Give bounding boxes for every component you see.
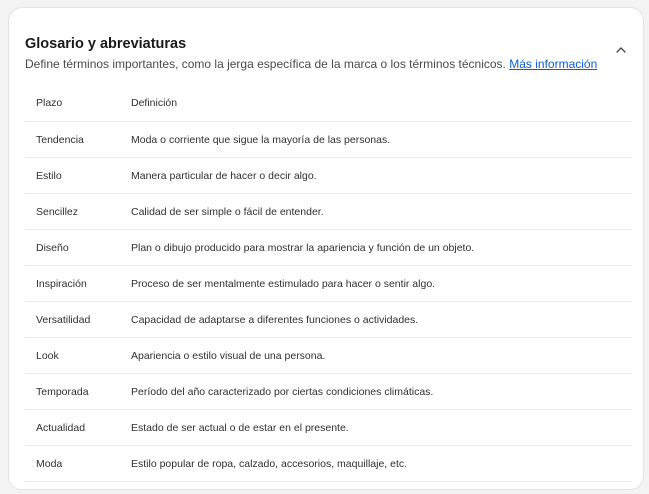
definition-cell: Estilo popular de ropa, calzado, accesorios, maquillaje, etc. xyxy=(131,457,408,470)
header-term: Plazo xyxy=(36,97,63,109)
definition-cell: Moda o corriente que sigue la mayoría de las personas. xyxy=(131,133,391,146)
table-row xyxy=(25,410,632,446)
card-header xyxy=(25,35,627,72)
table-row xyxy=(25,338,632,374)
term-cell: Inspiración xyxy=(36,277,87,290)
definition-cell: Período del año caracterizado por ciertas condiciones climáticas. xyxy=(131,385,434,398)
definition-cell: Plan o dibujo producido para mostrar la apariencia y función de un objeto. xyxy=(131,241,475,254)
table-header-row xyxy=(25,85,632,122)
definition-cell: Capacidad de adaptarse a diferentes funciones o actividades. xyxy=(131,313,419,326)
section-description xyxy=(25,56,627,72)
table-row xyxy=(25,122,632,158)
table-row xyxy=(25,266,632,302)
section-title: Glosario y abreviaturas xyxy=(25,36,187,52)
definition-cell: Manera particular de hacer o decir algo. xyxy=(131,169,317,182)
term-cell: Diseño xyxy=(36,241,69,254)
learn-more-link[interactable]: Más información xyxy=(509,57,598,71)
table-row xyxy=(25,446,632,482)
table-row xyxy=(25,302,632,338)
term-cell: Moda xyxy=(36,457,63,470)
glossary-table xyxy=(25,85,632,482)
definition-cell: Apariencia o estilo visual de una persona. xyxy=(131,349,326,362)
header-definition: Definición xyxy=(131,97,178,109)
table-row xyxy=(25,374,632,410)
table-body xyxy=(25,122,632,482)
term-cell: Actualidad xyxy=(36,421,86,434)
description-text: Define términos importantes, como la jerga específica de la marca o los términos técnicos. xyxy=(25,57,506,71)
glossary-card xyxy=(8,7,644,490)
term-cell: Tendencia xyxy=(36,133,84,146)
term-cell: Sencillez xyxy=(36,205,79,218)
term-cell: Estilo xyxy=(36,169,62,182)
definition-cell: Proceso de ser mentalmente estimulado para hacer o sentir algo. xyxy=(131,277,436,290)
collapse-button[interactable] xyxy=(611,40,631,60)
table-row xyxy=(25,194,632,230)
term-cell: Temporada xyxy=(36,385,89,398)
definition-cell: Calidad de ser simple o fácil de entender. xyxy=(131,205,324,218)
table-row xyxy=(25,230,632,266)
chevron-up-icon xyxy=(616,47,626,53)
term-cell: Look xyxy=(36,349,59,362)
table-row xyxy=(25,158,632,194)
definition-cell: Estado de ser actual o de estar en el presente. xyxy=(131,421,349,434)
term-cell: Versatilidad xyxy=(36,313,91,326)
